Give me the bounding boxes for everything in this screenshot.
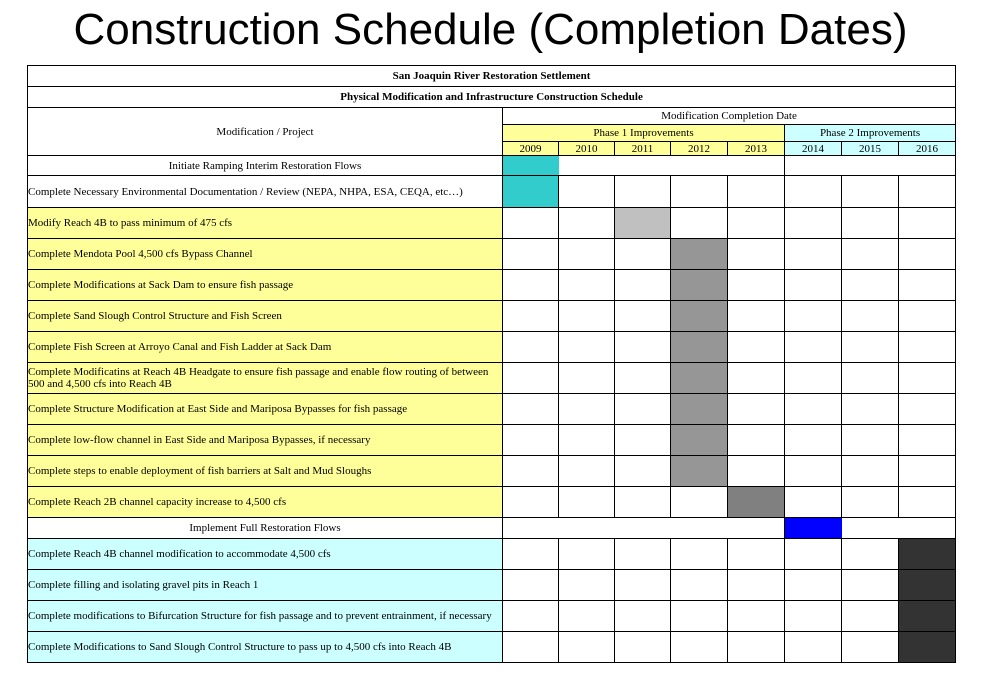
schedule-cell (842, 570, 899, 601)
row-label: Complete low-flow channel in East Side and Mariposa Bypasses, if necessary (28, 425, 503, 456)
schedule-cell (615, 487, 671, 518)
row-label: Complete Modifications to Sand Slough Control Structure to pass up to 4,500 cfs into Reach 4B (28, 632, 503, 663)
schedule-cell (728, 394, 785, 425)
schedule-table (27, 65, 956, 663)
schedule-cell (503, 570, 559, 601)
schedule-cell (559, 239, 615, 270)
schedule-bar (728, 487, 785, 518)
schedule-cell (842, 208, 899, 239)
year-header-4: 2013 (728, 142, 785, 156)
schedule-cell (728, 425, 785, 456)
schedule-cell (899, 518, 956, 539)
schedule-cell (728, 176, 785, 208)
schedule-cell (842, 301, 899, 332)
table-row (28, 539, 956, 570)
schedule-cell (671, 632, 728, 663)
schedule-cell (842, 601, 899, 632)
schedule-cell (615, 394, 671, 425)
schedule-cell (559, 332, 615, 363)
schedule-cell (842, 363, 899, 394)
row-label: Implement Full Restoration Flows (28, 518, 503, 539)
schedule-cell (728, 363, 785, 394)
schedule-cell (503, 425, 559, 456)
schedule-bar (785, 518, 842, 539)
schedule-cell (842, 539, 899, 570)
schedule-cell (615, 539, 671, 570)
schedule-cell (899, 239, 956, 270)
schedule-bar (615, 208, 671, 239)
year-header-7: 2016 (899, 142, 956, 156)
schedule-cell (842, 156, 899, 176)
schedule-cell (559, 632, 615, 663)
row-label: Complete Necessary Environmental Documentation / Review (NEPA, NHPA, ESA, CEQA, etc…) (28, 176, 503, 208)
table-subtitle: Physical Modification and Infrastructure Construction Schedule (28, 87, 956, 108)
schedule-bar (671, 425, 728, 456)
schedule-cell (503, 518, 559, 539)
schedule-cell (842, 518, 899, 539)
row-label: Complete Reach 4B channel modification to accommodate 4,500 cfs (28, 539, 503, 570)
schedule-bar (671, 456, 728, 487)
schedule-cell (615, 425, 671, 456)
schedule-bar (671, 270, 728, 301)
table-title: San Joaquin River Restoration Settlement (28, 66, 956, 87)
schedule-cell (615, 176, 671, 208)
schedule-bar (671, 332, 728, 363)
schedule-cell (559, 570, 615, 601)
schedule-cell (503, 456, 559, 487)
schedule-cell (899, 208, 956, 239)
schedule-cell (728, 270, 785, 301)
schedule-cell (842, 394, 899, 425)
schedule-cell (671, 570, 728, 601)
schedule-cell (503, 332, 559, 363)
schedule-cell (671, 487, 728, 518)
schedule-cell (559, 487, 615, 518)
schedule-cell (615, 239, 671, 270)
schedule-cell (671, 518, 728, 539)
schedule-bar (899, 570, 956, 601)
year-header-3: 2012 (671, 142, 728, 156)
schedule-cell (728, 518, 785, 539)
row-label: Complete Reach 2B channel capacity increase to 4,500 cfs (28, 487, 503, 518)
year-header-2: 2011 (615, 142, 671, 156)
schedule-cell (899, 270, 956, 301)
row-label: Complete Modificatins at Reach 4B Headgate to ensure fish passage and enable flow routing of between 500 and 4,500 cfs into Reach 4B (28, 363, 503, 394)
schedule-cell (728, 208, 785, 239)
schedule-cell (728, 239, 785, 270)
schedule-cell (899, 425, 956, 456)
table-row (28, 425, 956, 456)
schedule-cell (671, 176, 728, 208)
schedule-cell (615, 363, 671, 394)
schedule-cell (785, 570, 842, 601)
row-label: Complete Sand Slough Control Structure and Fish Screen (28, 301, 503, 332)
schedule-cell (728, 332, 785, 363)
table-row (28, 363, 956, 394)
column-header-modification-project: Modification / Project (28, 108, 503, 156)
schedule-cell (559, 156, 615, 176)
schedule-cell (785, 239, 842, 270)
schedule-cell (559, 425, 615, 456)
schedule-cell (615, 270, 671, 301)
schedule-cell (899, 332, 956, 363)
schedule-cell (728, 456, 785, 487)
schedule-cell (615, 301, 671, 332)
row-label: Complete Mendota Pool 4,500 cfs Bypass Channel (28, 239, 503, 270)
table-row (28, 570, 956, 601)
schedule-cell (728, 156, 785, 176)
schedule-bar (899, 601, 956, 632)
table-row (28, 270, 956, 301)
schedule-cell (615, 601, 671, 632)
schedule-cell (615, 156, 671, 176)
year-header-0: 2009 (503, 142, 559, 156)
schedule-cell (728, 570, 785, 601)
completion-date-header: Modification Completion Date (503, 108, 956, 125)
schedule-cell (615, 456, 671, 487)
schedule-cell (785, 332, 842, 363)
schedule-cell (559, 208, 615, 239)
schedule-cell (785, 539, 842, 570)
schedule-cell (785, 156, 842, 176)
schedule-cell (785, 456, 842, 487)
schedule-cell (503, 601, 559, 632)
schedule-cell (785, 363, 842, 394)
schedule-cell (503, 208, 559, 239)
schedule-cell (785, 601, 842, 632)
schedule-cell (503, 363, 559, 394)
schedule-cell (559, 363, 615, 394)
table-row (28, 601, 956, 632)
schedule-bar (671, 394, 728, 425)
schedule-cell (899, 487, 956, 518)
table-row (28, 632, 956, 663)
schedule-cell (842, 270, 899, 301)
table-row (28, 301, 956, 332)
table-row (28, 332, 956, 363)
schedule-bar (503, 156, 559, 176)
schedule-bar (503, 176, 559, 208)
schedule-cell (785, 425, 842, 456)
schedule-cell (842, 456, 899, 487)
schedule-cell (671, 156, 728, 176)
schedule-cell (728, 601, 785, 632)
schedule-cell (559, 456, 615, 487)
table-row (28, 456, 956, 487)
schedule-cell (899, 394, 956, 425)
schedule-bar (671, 363, 728, 394)
schedule-cell (728, 539, 785, 570)
schedule-cell (559, 176, 615, 208)
table-row (28, 487, 956, 518)
schedule-cell (503, 270, 559, 301)
schedule-cell (842, 332, 899, 363)
schedule-cell (559, 601, 615, 632)
schedule-cell (559, 394, 615, 425)
schedule-bar (899, 632, 956, 663)
schedule-cell (842, 632, 899, 663)
table-row (28, 518, 956, 539)
schedule-cell (785, 208, 842, 239)
schedule-cell (785, 301, 842, 332)
schedule-cell (503, 301, 559, 332)
row-label: Complete Modifications at Sack Dam to ensure fish passage (28, 270, 503, 301)
schedule-cell (785, 176, 842, 208)
schedule-cell (671, 539, 728, 570)
schedule-cell (615, 632, 671, 663)
row-label: Complete modifications to Bifurcation Structure for fish passage and to prevent entrainment, if necessary (28, 601, 503, 632)
row-label: Modify Reach 4B to pass minimum of 475 cfs (28, 208, 503, 239)
schedule-cell (899, 363, 956, 394)
schedule-cell (728, 632, 785, 663)
schedule-cell (559, 270, 615, 301)
schedule-cell (559, 518, 615, 539)
schedule-cell (671, 601, 728, 632)
phase-1-header: Phase 1 Improvements (503, 125, 785, 142)
schedule-cell (615, 518, 671, 539)
schedule-cell (559, 539, 615, 570)
table-row (28, 176, 956, 208)
table-row (28, 156, 956, 176)
schedule-cell (615, 570, 671, 601)
year-header-6: 2015 (842, 142, 899, 156)
schedule-cell (842, 239, 899, 270)
schedule-cell (785, 270, 842, 301)
row-label: Complete Structure Modification at East Side and Mariposa Bypasses for fish passage (28, 394, 503, 425)
schedule-cell (785, 394, 842, 425)
schedule-cell (842, 176, 899, 208)
schedule-cell (785, 487, 842, 518)
schedule-cell (899, 176, 956, 208)
schedule-cell (842, 487, 899, 518)
schedule-cell (899, 156, 956, 176)
schedule-cell (899, 301, 956, 332)
schedule-cell (899, 456, 956, 487)
schedule-bar (899, 539, 956, 570)
schedule-cell (503, 539, 559, 570)
table-row (28, 239, 956, 270)
phase-2-header: Phase 2 Improvements (785, 125, 956, 142)
schedule-cell (503, 632, 559, 663)
table-row (28, 394, 956, 425)
schedule-cell (785, 632, 842, 663)
row-label: Initiate Ramping Interim Restoration Flows (28, 156, 503, 176)
schedule-bar (671, 301, 728, 332)
schedule-cell (559, 301, 615, 332)
schedule-bar (671, 239, 728, 270)
schedule-cell (671, 208, 728, 239)
row-label: Complete steps to enable deployment of fish barriers at Salt and Mud Sloughs (28, 456, 503, 487)
year-header-5: 2014 (785, 142, 842, 156)
schedule-cell (615, 332, 671, 363)
schedule-cell (503, 394, 559, 425)
row-label: Complete Fish Screen at Arroyo Canal and Fish Ladder at Sack Dam (28, 332, 503, 363)
schedule-cell (503, 487, 559, 518)
schedule-cell (842, 425, 899, 456)
schedule-cell (503, 239, 559, 270)
page-title: Construction Schedule (Completion Dates) (73, 5, 908, 54)
year-header-1: 2010 (559, 142, 615, 156)
row-label: Complete filling and isolating gravel pits in Reach 1 (28, 570, 503, 601)
schedule-cell (728, 301, 785, 332)
table-row (28, 208, 956, 239)
